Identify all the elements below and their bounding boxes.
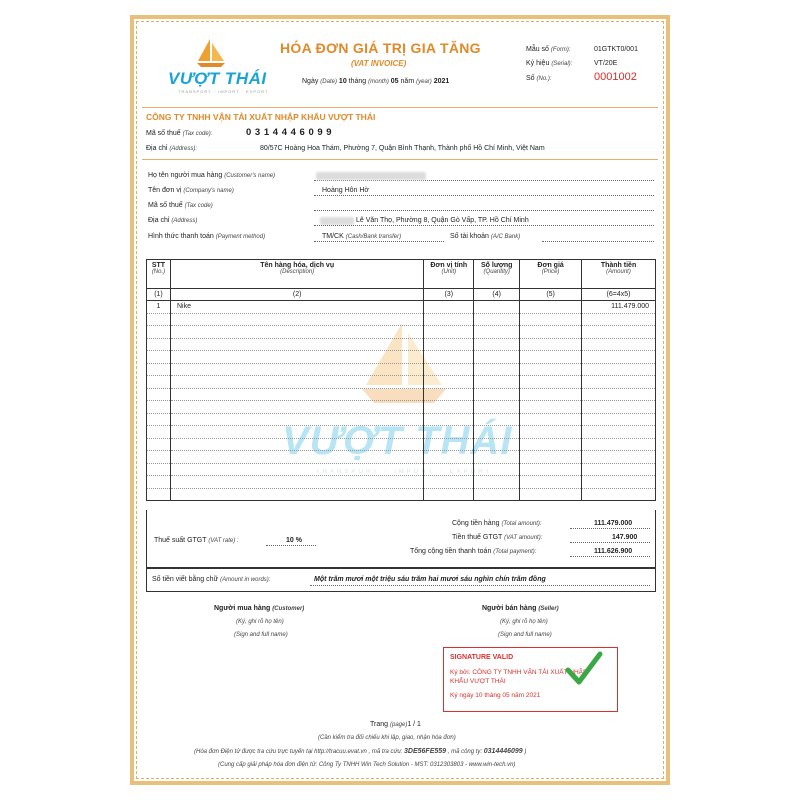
empty-row <box>147 363 656 376</box>
serial-label: Ký hiệu (Serial): <box>526 60 573 67</box>
buyer-sign-hint: (Ký, ghi rõ họ tên) <box>236 619 284 625</box>
buyer-address-label: Địa chỉ (Address) <box>148 217 198 224</box>
header-description: Tên hàng hóa, dịch vụ (Description) <box>170 260 423 289</box>
header-quantity: Số lượng (Quantity) <box>474 260 520 289</box>
invoice-no-label: Số (No.): <box>526 75 552 82</box>
header-unit: Đơn vị tính (Unit) <box>424 260 474 289</box>
seller-sign-hint: (Ký, ghi rõ họ tên) <box>500 619 548 625</box>
index-cell: (5) <box>520 289 582 301</box>
empty-row <box>147 326 656 339</box>
cell-description: Nike <box>170 301 423 314</box>
account-line <box>542 241 654 242</box>
page-number: Trang (page)1 / 1 <box>370 721 421 728</box>
payment-label: Hình thức thanh toán (Payment method) <box>148 233 266 240</box>
serial-value: VT/20E <box>594 60 618 67</box>
logo-text: VƯỢT THÁI <box>168 69 267 88</box>
sailboat-logo-icon <box>194 37 228 69</box>
company-line <box>314 195 654 196</box>
buyer-address-value: Lê Văn Thọ, Phường 8, Quận Gò Vấp, TP. Hồ Chí Minh <box>356 217 529 224</box>
company-label: Tên đơn vị (Company's name) <box>148 187 234 194</box>
subtotal-label: Cộng tiền hàng (Total amount): <box>452 520 542 527</box>
payment-line <box>314 241 444 242</box>
watermark-tagline: TRANSPORT · IMPORT · EXPORT <box>316 469 493 475</box>
form-number: Mẫu số (Form): <box>526 46 571 53</box>
index-cell: (3) <box>424 289 474 301</box>
signature-valid-title: SIGNATURE VALID <box>450 654 514 661</box>
watermark-text: VƯỢT THÁI <box>282 419 513 463</box>
index-cell: (6=4x5) <box>582 289 656 301</box>
seller-tax-value: 0 3 1 4 4 4 6 0 9 9 <box>246 127 333 138</box>
customer-name-label: Họ tên người mua hàng (Customer's name) <box>148 172 276 179</box>
check-note: (Cần kiểm tra đối chiếu khi lập, giao, nhận hóa đơn) <box>318 735 456 741</box>
cell-price <box>520 301 582 314</box>
index-cell: (4) <box>474 289 520 301</box>
empty-row <box>147 351 656 364</box>
seller-address-label: Địa chỉ (Address): <box>146 145 198 152</box>
header-no: STT (No.) <box>147 260 171 289</box>
logo-tagline: TRANSPORT · IMPORT · EXPORT <box>178 89 269 94</box>
empty-row <box>147 438 656 451</box>
empty-row <box>147 463 656 476</box>
customer-name-line <box>314 180 654 181</box>
date-year: 2021 <box>433 78 450 85</box>
empty-row <box>147 451 656 464</box>
divider <box>142 107 658 108</box>
checkmark-icon <box>564 650 604 690</box>
vat-rate-line <box>266 545 316 546</box>
index-cell: (1) <box>147 289 171 301</box>
buyer-tax-label: Mã số thuế (Tax code) <box>148 202 213 209</box>
lookup-company-code: 0314446099 <box>483 748 523 755</box>
cell-no: 1 <box>147 301 171 314</box>
invoice-page <box>130 15 670 785</box>
vat-rate-value: 10 % <box>286 537 302 544</box>
cell-amount: 111.479.000 <box>582 301 656 314</box>
invoice-date: Ngày (Date) 10 tháng (month) 05 năm (year) 2021 <box>302 78 450 85</box>
index-cell: (2) <box>170 289 423 301</box>
company-value: Hoàng Hôn Hờ <box>322 187 370 194</box>
subtotal-line <box>570 528 650 529</box>
redacted-customer-name <box>316 172 426 180</box>
total-payment-value: 111.626.900 <box>594 548 633 555</box>
empty-row <box>147 338 656 351</box>
vat-amount-value: 147.900 <box>612 534 638 541</box>
seller-name: CÔNG TY TNHH VẬN TẢI XUẤT NHẬP KHẨU VƯỢT THÁI <box>146 112 376 122</box>
seller-tax-label: Mã số thuế (Tax code): <box>146 130 213 137</box>
signature-signed-by: Ký bởi: CÔNG TY TNHH VẬN TẢI XUẤT NHẬP KHẨU VƯỢT THÁI <box>450 669 588 685</box>
signature-date: Ký ngày 10 tháng 05 năm 2021 <box>450 692 541 699</box>
amount-words-label: Số tiền viết bằng chữ (Amount in words): <box>152 576 271 583</box>
subtotal-value: 111.479.000 <box>594 520 633 527</box>
amount-words-value: Một trăm mươi một triệu sáu trăm hai mươi sáu nghìn chín trăm đồng <box>314 576 546 583</box>
column-index-row <box>147 289 656 301</box>
cell-quantity <box>474 301 520 314</box>
empty-row <box>147 313 656 326</box>
cell-unit <box>424 301 474 314</box>
seller-sign-hint-en: (Sign and full name) <box>498 632 552 638</box>
vat-rate-label: Thuế suất GTGT (VAT rate) : <box>154 537 239 544</box>
invoice-no-value: 0001002 <box>594 71 637 83</box>
empty-row <box>147 476 656 489</box>
provider-note: (Cung cấp giải pháp hóa đơn điện tử: Công Ty TNHH Win Tech Solution - MST: 0312303803 - www.win-tech.vn) <box>218 762 516 768</box>
empty-row <box>147 388 656 401</box>
invoice-subtitle: (VAT INVOICE) <box>351 59 407 68</box>
header-amount: Thành tiền (Amount) <box>582 260 656 289</box>
buyer-tax-line <box>314 210 654 211</box>
empty-row <box>147 376 656 389</box>
empty-row <box>147 426 656 439</box>
date-month: 05 <box>390 78 399 85</box>
seller-sign-title: Người bán hàng (Seller) <box>482 605 559 612</box>
amount-words-line <box>310 585 650 586</box>
vat-amount-label: Tiền thuế GTGT (VAT amount): <box>452 534 543 541</box>
divider <box>142 159 658 160</box>
total-payment-line <box>570 556 650 557</box>
seller-address-value: 80/57C Hoàng Hoa Thám, Phường 7, Quận Bình Thạnh, Thành phố Hồ Chí Minh, Việt Nam <box>260 145 545 152</box>
lookup-code: 3DE56FE559 <box>404 748 447 755</box>
vat-amount-line <box>570 542 650 543</box>
buyer-sign-hint-en: (Sign and full name) <box>234 632 288 638</box>
buyer-address-line <box>314 225 654 226</box>
signature-valid-stamp <box>443 647 618 712</box>
account-label: Số tài khoản (A/C Bank) <box>450 233 521 240</box>
invoice-title: HÓA ĐƠN GIÁ TRỊ GIA TĂNG <box>280 40 481 56</box>
date-day: 10 <box>338 78 347 85</box>
header-price: Đơn giá (Price) <box>520 260 582 289</box>
buyer-sign-title: Người mua hàng (Customer) <box>214 605 305 612</box>
total-payment-label: Tổng cộng tiền thanh toán (Total payment): <box>410 548 537 555</box>
table-row <box>147 301 656 314</box>
empty-row <box>147 413 656 426</box>
redacted-house-number <box>320 217 354 225</box>
empty-row <box>147 401 656 414</box>
lookup-note: (Hóa đơn Điện tử được tra cứu trực tuyến tại http://tracuu.evat.vn , mã tra cứu: 3DE56FE559 , mã công ty: 0314446099 ) <box>194 748 527 755</box>
items-table <box>146 259 656 501</box>
empty-row <box>147 488 656 501</box>
payment-value: TM/CK (Cash/Bank transfer) <box>322 233 402 240</box>
form-number-value: 01GTKT0/001 <box>594 46 638 53</box>
